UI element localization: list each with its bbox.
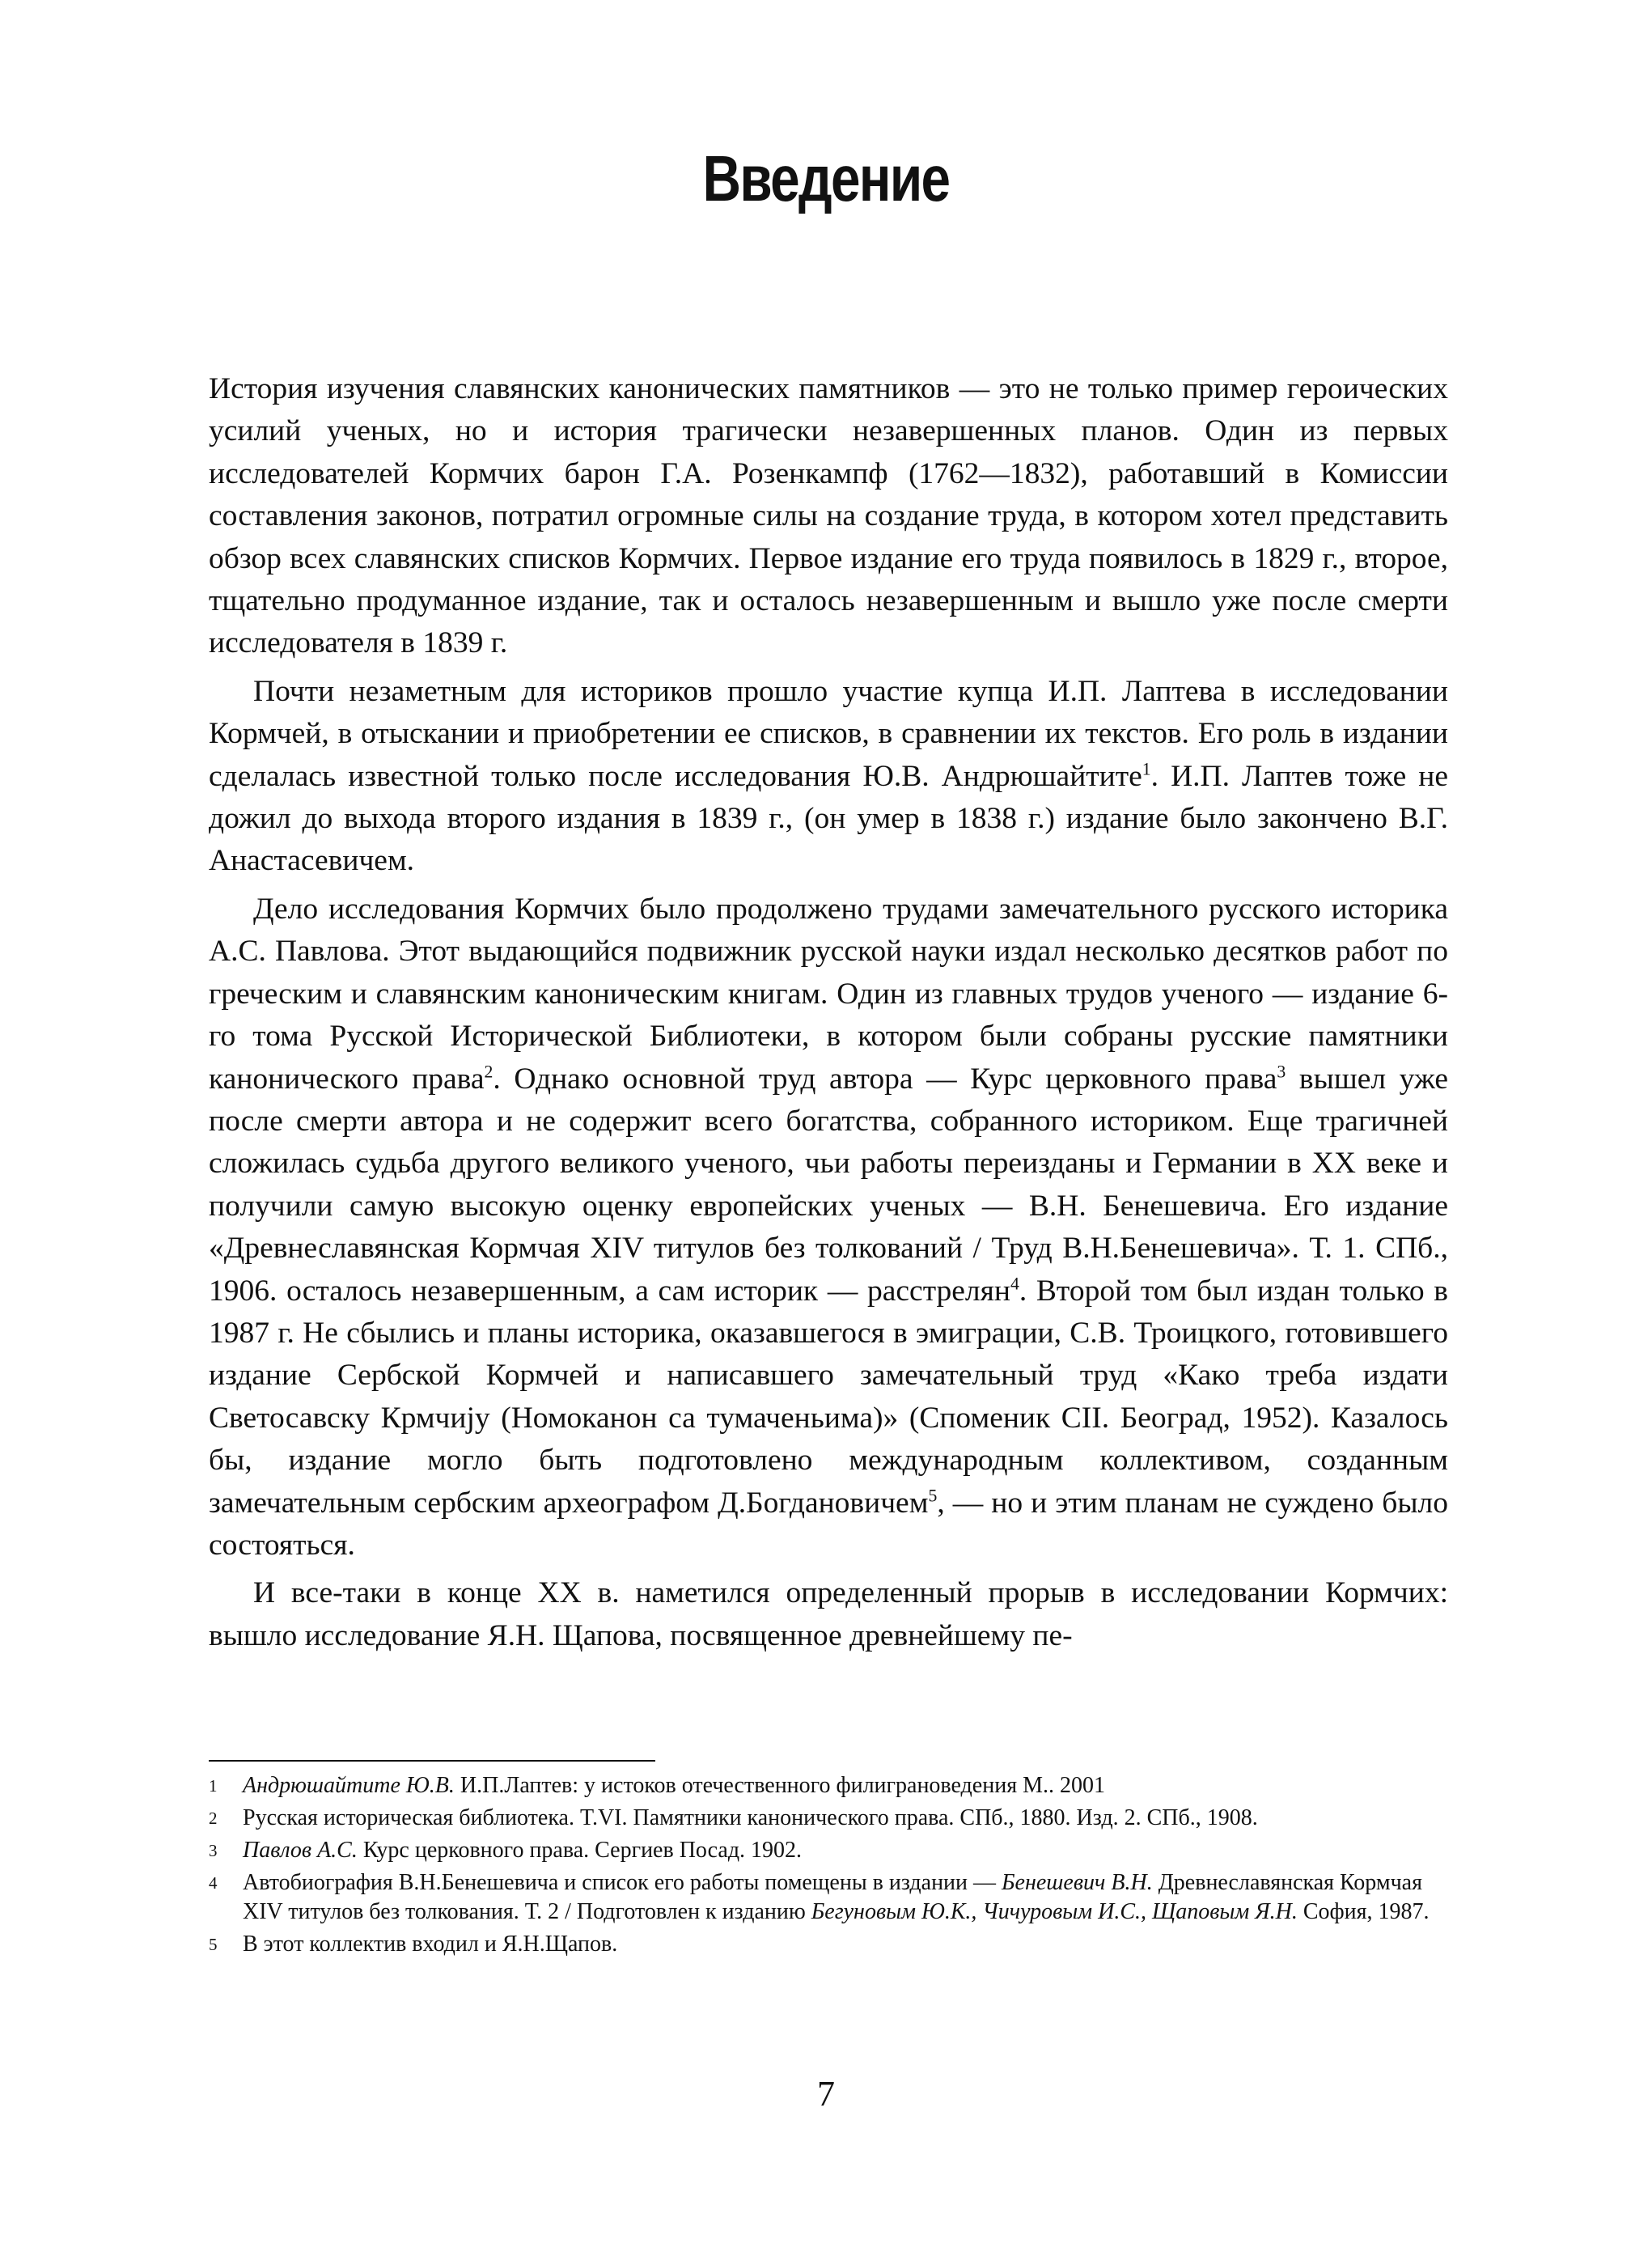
footnote-ref: 4 (1010, 1274, 1019, 1294)
footnote-number: 4 (209, 1873, 218, 1893)
footnote-text (243, 1868, 1448, 1927)
footnote-segment: Русская историческая библиотека. T.VI. Памятники канонического права. СПб., 1880. Изд. 2. СПб., 1908. (243, 1805, 1258, 1830)
paragraph-text: Почти незаметным для историков прошло участие купца И.П. Лаптева в исследовании Кормчей, в отыскании и приобретении ее списков, в сравнении их текстов. Его роль в издании сделалась известной только после исследования Ю.В. Андрюшайтите (209, 674, 1448, 793)
paragraph-text: . И.П. Лаптев тоже не дожил до выхода второго издания в 1839 г., (он умер в 1838 г.) издание было закончено В.Г. Анастасевичем. (209, 759, 1448, 878)
footnote-number: 3 (209, 1841, 218, 1860)
footnote (209, 1836, 1448, 1865)
footnote-author: Павлов А.С. (243, 1838, 358, 1863)
footnote (209, 1771, 1448, 1800)
footnote-number: 1 (209, 1776, 218, 1796)
footnote-author: Бегуновым Ю.К., Чичуровым И.С., Щаповым Я.Н. (811, 1899, 1298, 1924)
footnote-author: Бенешевич В.Н. (1002, 1870, 1153, 1895)
paragraph (209, 888, 1448, 1567)
footnote-author: Андрюшайтите Ю.В. (243, 1773, 455, 1798)
body-text (209, 368, 1448, 1657)
paragraph-text: , — но и этим планам не суждено было состояться. (209, 1486, 1448, 1562)
footnote-segment: В этот коллектив входил и Я.Н.Щапов. (243, 1932, 618, 1957)
paragraph-text: И все-таки в конце XX в. наметился определенный прорыв в исследовании Кормчих: вышло исследование Я.Н. Щапова, посвященное древнейшему пе- (209, 1576, 1448, 1652)
paragraph (209, 1572, 1448, 1657)
footnotes (209, 1771, 1448, 1962)
footnote-divider (209, 1760, 655, 1762)
footnote-segment: Автобиография В.Н.Бенешевича и список его работы помещены в издании — (243, 1870, 1002, 1895)
page-title: Введение (702, 142, 950, 214)
footnote-segment: Древнеславянская Кормчая XIV титулов без толкования. Т. 2 / Подготовлен к изданию (243, 1870, 1422, 1924)
paragraph-text: . Второй том был издан только в 1987 г. Не сбылись и планы историка, оказавшегося в эмиграции, С.В. Троицкого, готовившего издание Сербской Кормчей и написавшего замечательный труд «Како треба издати Светосавску Крмчиjу (Номоканон са тумаченьима)» (Споменик CII. Београд, 1952). Казалось бы, издание могло быть подготовлено международным коллективом, созданным замечательным сербским археографом Д.Богдановичем (209, 1274, 1448, 1520)
footnote-ref: 2 (484, 1062, 493, 1081)
footnote-ref: 3 (1277, 1062, 1286, 1081)
footnote-ref: 1 (1142, 759, 1151, 779)
footnote (209, 1868, 1448, 1927)
footnote-segment: София, 1987. (1297, 1899, 1430, 1924)
footnote-text (243, 1836, 1448, 1865)
footnote (209, 1930, 1448, 1959)
footnote-text (243, 1930, 1448, 1959)
footnote-segment: И.П.Лаптев: у истоков отечественного филиграноведения М.. 2001 (454, 1773, 1105, 1798)
paragraph-text: Дело исследования Кормчих было продолжено трудами замечательного русского историка А.С. Павлова. Этот выдающийся подвижник русской науки издал несколько десятков работ по греческим и славянским каноническим книгам. Один из главных трудов ученого — издание 6-го тома Русской Исторической Библиотеки, в котором были собраны русские памятники канонического права (209, 892, 1448, 1096)
footnote-number: 2 (209, 1809, 218, 1828)
paragraph (209, 368, 1448, 665)
footnote-text (243, 1804, 1448, 1833)
paragraph (209, 671, 1448, 883)
page-number: 7 (817, 2074, 835, 2114)
footnote-text (243, 1771, 1448, 1800)
footnote-segment: Курс церковного права. Сергиев Посад. 1902. (357, 1838, 803, 1863)
paragraph-text: вышел уже после смерти автора и не содержит всего богатства, собранного историком. Еще трагичней сложилась судьба другого великого ученого, чьи работы переизданы и Германии в XX веке и получили самую высокую оценку европейских ученых — В.Н. Бенешевича. Его издание «Древнеславянская Кормчая XIV титулов без толкований / Труд В.Н.Бенешевича». Т. 1. СПб., 1906. осталось незавершенным, а сам историк — расстрелян (209, 1062, 1448, 1308)
footnote-number: 5 (209, 1935, 218, 1954)
footnote-ref: 5 (928, 1486, 938, 1506)
paragraph-text: . Однако основной труд автора — Курс церковного права (493, 1062, 1277, 1096)
footnote (209, 1804, 1448, 1833)
paragraph-text: История изучения славянских канонических памятников — это не только пример героических усилий ученых, но и история трагически незавершенных планов. Один из первых исследователей Кормчих барон Г.А. Розенкампф (1762—1832), работавший в Комиссии составления законов, потратил огромные силы на создание труда, в котором хотел представить обзор всех славянских списков Кормчих. Первое издание его труда появилось в 1829 г., второе, тщательно продуманное издание, так и осталось незавершенным и вышло уже после смерти исследователя в 1839 г. (209, 372, 1448, 660)
